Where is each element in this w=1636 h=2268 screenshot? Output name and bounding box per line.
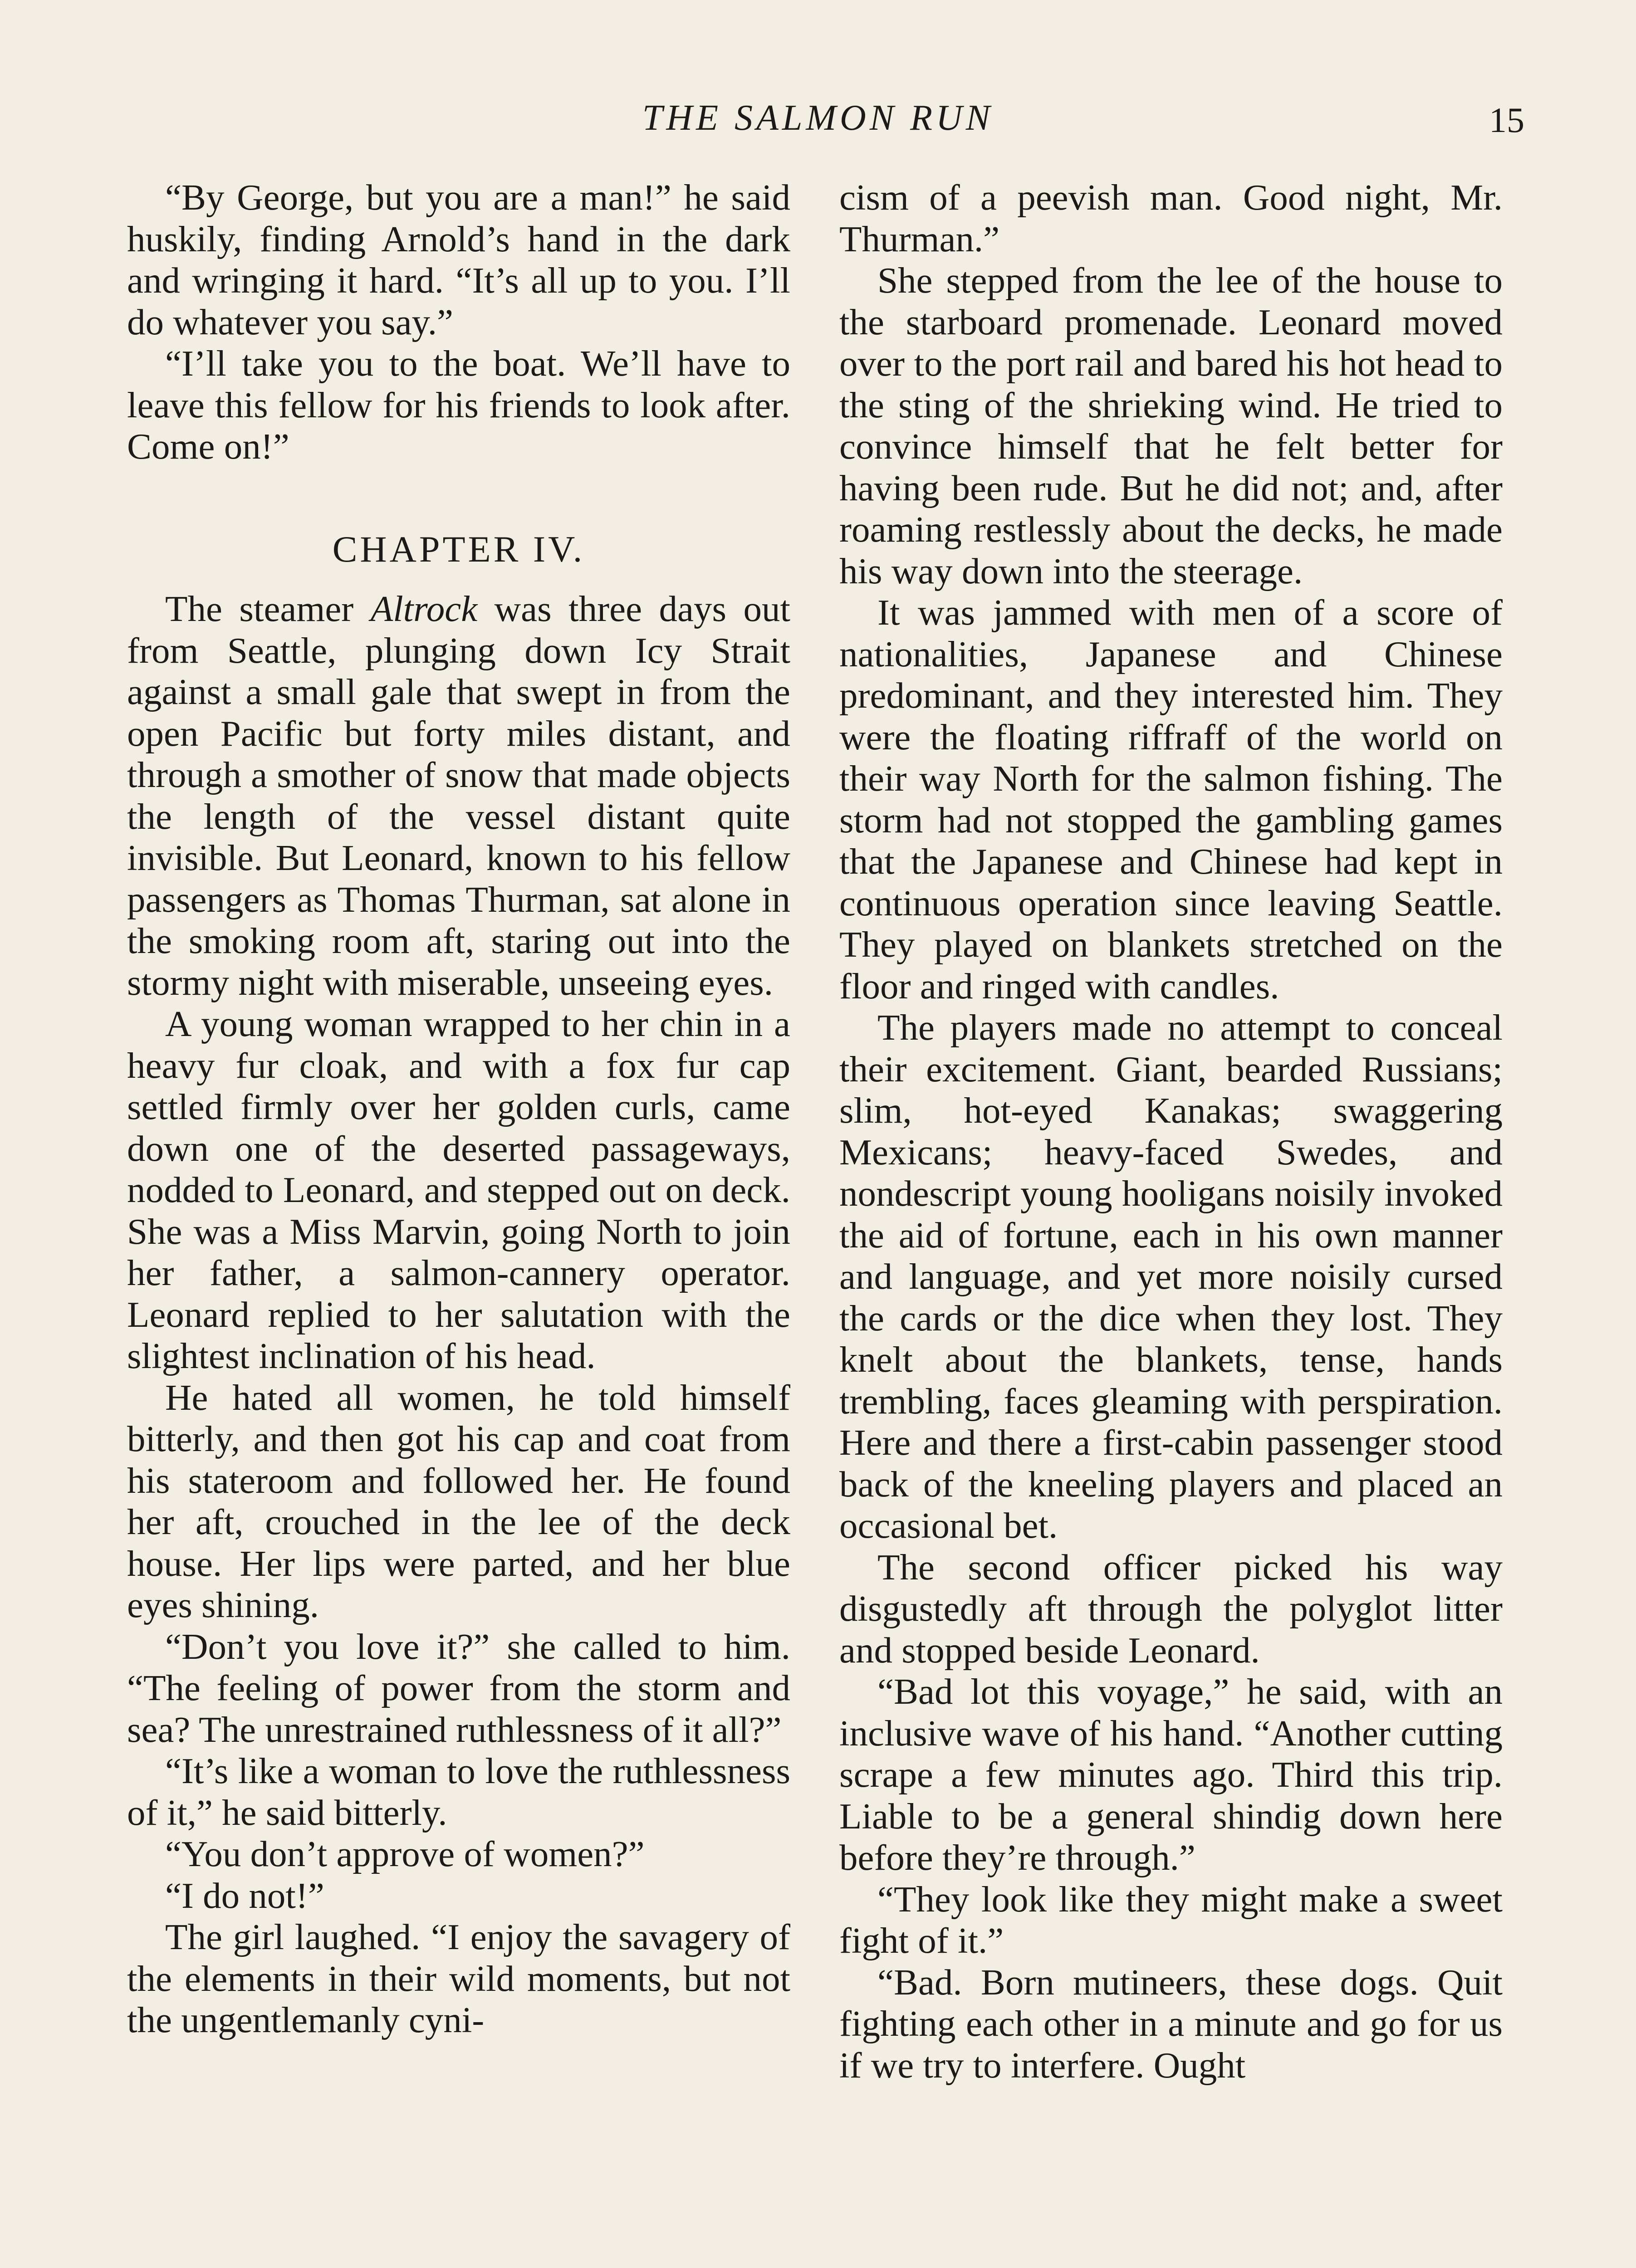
- paragraph: “I’ll take you to the boat. We’ll have to leave this fellow for his friends to look after. Come on!”: [127, 343, 790, 467]
- paragraph: It was jammed with men of a score of nationalities, Japanese and Chinese predominant, and they interested him. They were the floating riffraff of the world on their way North for the salmon fishing. The storm had not stopped the gambling games that the Japanese and Chinese had kept in continuous operation since leaving Seattle. They played on blankets stretched on the floor and ringed with candles.: [839, 592, 1503, 1007]
- paragraph: [127, 588, 790, 1003]
- paragraph: “I do not!”: [165, 1875, 324, 1916]
- right-column: [839, 177, 1503, 2086]
- paragraph: He hated all women, he told himself bitterly, and then got his cap and coat from his stateroom and followed her. He found her aft, crouched in the lee of the deck house. Her lips were parted, and her blue eyes shining.: [127, 1377, 790, 1625]
- paragraph: “Don’t you love it?” she called to him. “The feeling of power from the storm and sea? The unrestrained ruthlessness of it all?”: [127, 1626, 790, 1750]
- paragraph: The second officer picked his way disgustedly aft through the polyglot litter and stopped beside Leonard.: [839, 1546, 1503, 1671]
- page-number: 15: [1489, 100, 1524, 140]
- ship-name: Altrock: [370, 588, 478, 629]
- paragraph: “You don’t approve of women?”: [165, 1833, 645, 1874]
- paragraph: cism of a peevish man. Good night, Mr. Thurman.”: [839, 177, 1503, 259]
- paragraph-text: was three days out from Seattle, plunging down Icy Strait against a small gale that swept in from the open Pacific but forty miles distant, and through a smother of snow that made objects the length of the vessel distant quite invisible. But Leonard, known to his fellow passengers as Thomas Thurman, sat alone in the smoking room aft, staring out into the stormy night with miserable, unseeing eyes.: [127, 588, 790, 1003]
- running-title: THE SALMON RUN: [642, 98, 994, 138]
- paragraph: “Bad lot this voyage,” he said, with an inclusive wave of his hand. “Another cutting scrape a few minutes ago. Third this trip. Liable to be a general shindig down here before they’re through.”: [839, 1671, 1503, 1878]
- paragraph: The players made no attempt to conceal their excitement. Giant, bearded Russians; slim, hot-eyed Kanakas; swaggering Mexicans; heavy-faced Swedes, and nondescript young hooligans noisily invoked the aid of fortune, each in his own manner and language, and yet more noisily cursed the cards or the dice when they lost. They knelt about the blankets, tense, hands trembling, faces gleaming with perspiration. Here and there a first-cabin passenger stood back of the kneeling players and placed an occasional bet.: [839, 1007, 1503, 1546]
- paragraph: “It’s like a woman to love the ruthlessness of it,” he said bitterly.: [127, 1750, 790, 1833]
- paragraph: The girl laughed. “I enjoy the savagery of the elements in their wild moments, but not the ungentlemanly cyni-: [127, 1916, 790, 2040]
- left-column: [127, 177, 790, 2041]
- paragraph-text: The steamer: [165, 588, 371, 629]
- paragraph: She stepped from the lee of the house to the starboard promenade. Leonard moved over to the port rail and bared his hot head to the sting of the shrieking wind. He tried to convince himself that he felt better for having been rude. But he did not; and, after roaming restlessly about the decks, he made his way down into the steerage.: [839, 260, 1503, 591]
- paragraph: “They look like they might make a sweet fight of it.”: [839, 1878, 1503, 1961]
- chapter-heading: CHAPTER IV.: [332, 528, 585, 570]
- paragraph: “Bad. Born mutineers, these dogs. Quit fighting each other in a minute and go for us if we try to interfere. Ought: [839, 1961, 1503, 2086]
- paragraph: “By George, but you are a man!” he said huskily, finding Arnold’s hand in the dark and wringing it hard. “It’s all up to you. I’ll do whatever you say.”: [127, 177, 790, 342]
- paragraph: A young woman wrapped to her chin in a heavy fur cloak, and with a fox fur cap settled firmly over her golden curls, came down one of the deserted passageways, nodded to Leonard, and stepped out on deck. She was a Miss Marvin, going North to join her father, a salmon-cannery operator. Leonard replied to her salutation with the slightest inclination of his head.: [127, 1003, 790, 1376]
